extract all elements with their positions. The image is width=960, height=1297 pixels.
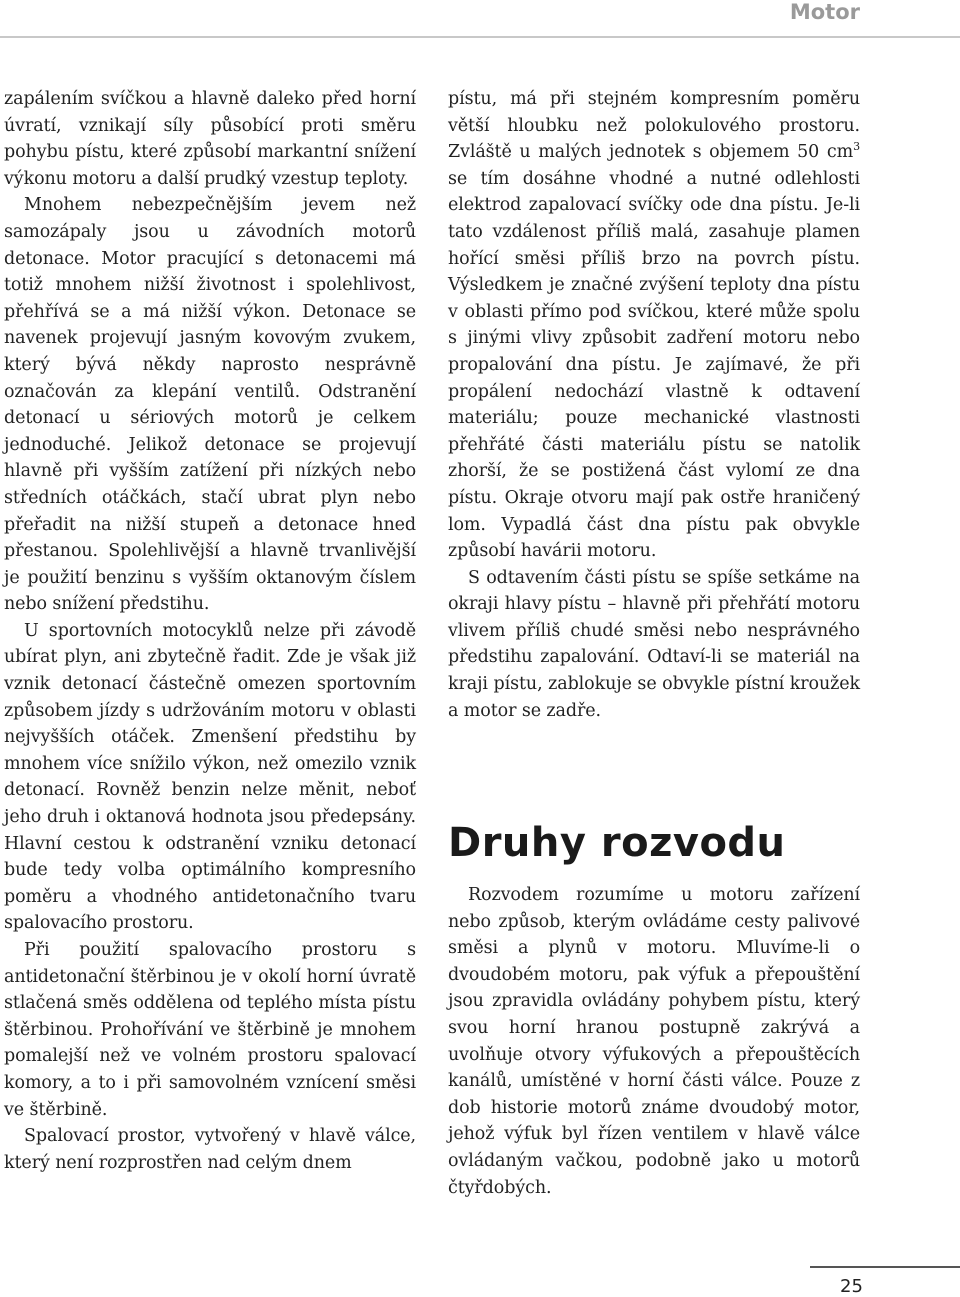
superscript: 3	[853, 140, 860, 154]
section-heading: Druhy rozvodu	[448, 820, 786, 866]
paragraph	[448, 86, 860, 565]
running-head: Motor	[789, 0, 860, 24]
paragraph: S odtavením části pístu se spíše setkáme na okraji hlavy pístu – hlavně při přehřátí motoru vlivem příliš chudé směsi nebo nesprávného předstihu zapalování. Odtaví-li se materiál na kraji pístu, zablokuje se obvykle pístní kroužek a motor se zadře.	[448, 567, 860, 721]
paragraph: Rozvodem rozumíme u motoru zařízení nebo způsob, kterým ovládáme cesty palivové směsi a plynů v motoru. Mluvíme-li o dvoudobém motoru, pak výfuk a přepouštění jsou zpravidla ovládány pohybem pístu, který svou horní hranou postupně zakrývá a uvolňuje otvory výfukových a přepouštěcích kanálů, umístěné v horní části válce. Pouze z dob historie motorů známe dvoudobý motor, jehož výfuk byl řízen ventilem v hlavě válce ovládaným vačkou, podobně jako u motorů čtyřdobých.	[448, 885, 860, 1198]
left-column	[4, 86, 416, 1176]
section-body	[448, 882, 860, 1201]
paragraph: U sportovních motocyklů nelze při závodě ubírat plyn, ani zbytečně řadit. Zde je však již vznik detonací částečně omezen sportovním způsobem jízdy s udržováním motoru v oblasti nejvyšších otáček. Zmenšení předstihu by mnohem více snížilo výkon, než omezilo vznik detonací. Rovněž benzin nelze měnit, neboť jeho druh i oktanová hodnota jsou předepsány. Hlavní cestou k odstranění vzniku detonací bude tedy volba optimálního kompresního poměru a vhodného antidetonačního tvaru spalovacího prostoru.	[4, 620, 416, 934]
paragraph: Spalovací prostor, vytvořený v hlavě válce, který není rozprostřen nad celým dnem	[4, 1126, 416, 1173]
paragraph: Mnohem nebezpečnějším jevem než samozápaly jsou u závodních motorů detonace. Motor pracující s detonacemi má totiž mnohem nižší životnost i spolehlivost, přehřívá se a má nižší výkon. Detonace se navenek projevují jasným kovovým zvukem, který bývá někdy naprosto nesprávně označován za klepání ventilů. Odstranění detonací u sériových motorů je celkem jednoduché. Jelikož detonace se projevují hlavně při vyšším zatížení při nízkých nebo středních otáčkách, stačí ubrat plyn nebo přeřadit na nižší stupeň a detonace hned přestanou. Spolehlivější a hlavně trvanlivější je použití benzinu s vyšším oktanovým číslem nebo snížení předstihu.	[4, 195, 416, 615]
footer-rule	[810, 1266, 960, 1268]
text-run: pístu, má při stejném kompresním poměru větší hloubku než polokulového prostoru. Zvláště u malých jednotek s objemem 50 cm	[448, 89, 860, 163]
right-column	[448, 86, 860, 724]
paragraph: Při použití spalovacího prostoru s antidetonační štěrbinou je v okolí horní úvratě stlačená směs oddělena od teplého místa pístu štěrbinou. Prohořívání ve štěrbině je mnohem pomalejší než ve volném prostoru spalovací komory, a to i při samovolném vznícení směsi ve štěrbině.	[4, 940, 416, 1120]
text-run: se tím dosáhne vhodné a nutné odlehlosti elektrod zapalovací svíčky ode dna pístu. Je-li tato vzdálenost příliš malá, zasahuje plamen hořící směsi příliš brzo na povrch pístu. Výsledkem je značné zvýšení teploty dna pístu v oblasti přímo pod svíčkou, které může spolu s jinými vlivy způsobit zadření motoru nebo propalování dna pístu. Je zajímavé, že při propálení nedochází vlastně k odtavení materiálu; pouze mechanické vlastnosti přehřáté části materiálu pístu se natolik zhorší, že se postižená část vylomí ze dna pístu. Okraje otvoru mají pak ostře hraničený lom. Vypadlá část dna pístu pak obvykle způsobí havárii motoru.	[448, 168, 860, 562]
header-rule	[0, 36, 960, 38]
paragraph: zapálením svíčkou a hlavně daleko před horní úvratí, vznikají síly působící proti směru pohybu pístu, které způsobí markantní snížení výkonu motoru a další prudký vzestup teploty.	[4, 89, 416, 189]
page-number: 25	[840, 1276, 863, 1297]
